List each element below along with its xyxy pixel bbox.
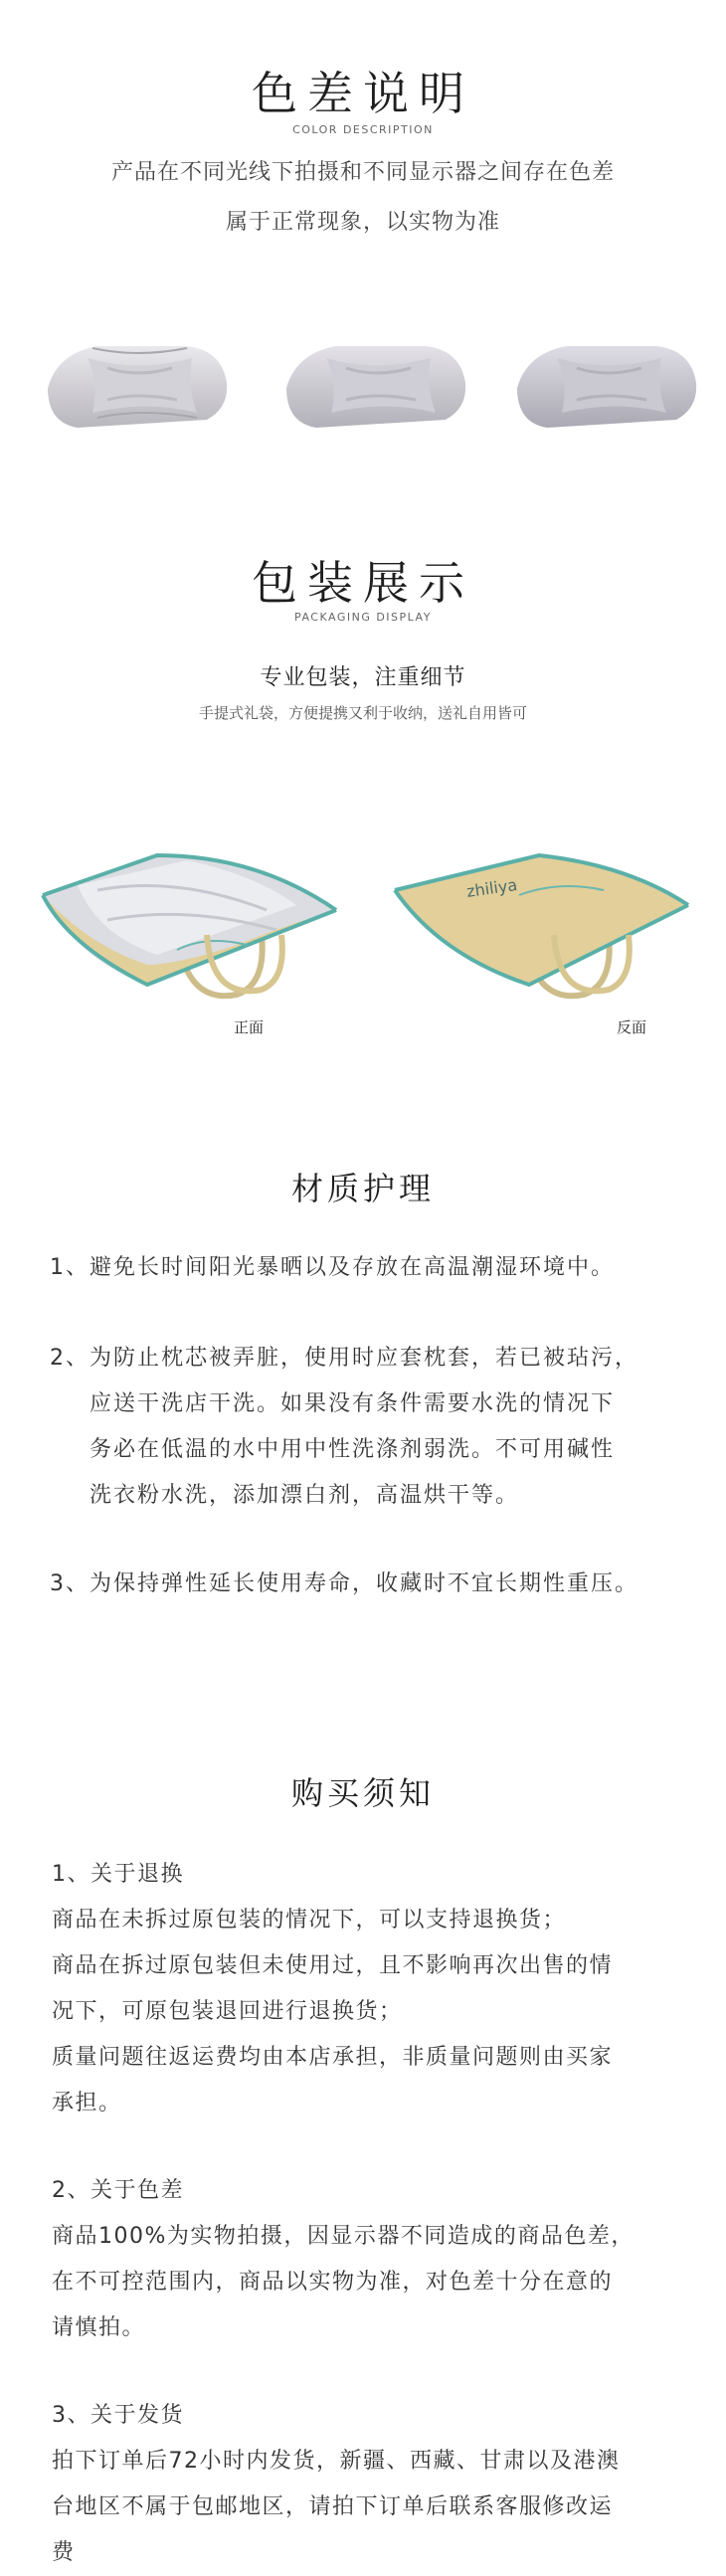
pillow-image-3: [507, 328, 706, 448]
care-item-line: 为保持弹性延长使用寿命，收藏时不宜长期性重压。: [90, 1571, 639, 1596]
notice-line: 费: [52, 2540, 76, 2565]
care-item-line: 务必在低温的水中用中性洗涤剂弱洗。不可用碱性: [90, 1437, 616, 1462]
care-item-line: 避免长时间阳光暴晒以及存放在高温潮湿环境中。: [90, 1255, 616, 1280]
pillow-image-2: [276, 328, 475, 448]
notice-line: 台地区不属于包邮地区，请拍下订单后联系客服修改运: [52, 2494, 614, 2519]
care-item-number: 2、: [50, 1346, 90, 1371]
notice-line: 商品在未拆过原包装的情况下，可以支持退换货；: [52, 1908, 567, 1932]
care-item-line: 为防止枕芯被弄脏，使用时应套枕套，若已被玷污，: [90, 1346, 639, 1371]
notice-line: 在不可控范围内，商品以实物为准，对色差十分在意的: [52, 2270, 614, 2295]
color-section-title: 色差说明: [252, 67, 474, 120]
color-note-line1: 产品在不同光线下拍摄和不同显示器之间存在色差: [110, 160, 615, 185]
packaging-heading: 专业包装，注重细节: [260, 665, 466, 690]
notice-line: 商品在拆过原包装但未使用过，且不影响再次出售的情: [52, 1953, 614, 1978]
bag-back-label: 反面: [617, 1018, 647, 1036]
bag-back-logo: zhiliya: [464, 875, 519, 901]
care-item-1: [50, 1245, 706, 1291]
packaging-section-subtitle: PACKAGING DISPLAY: [294, 611, 432, 624]
care-section-title: 材质护理: [290, 1170, 435, 1207]
care-item-number: 1、: [50, 1255, 90, 1280]
notice-group-shipping: [52, 2393, 708, 2576]
bag-front-image: [38, 835, 346, 1005]
notice-line: 况下，可原包装退回进行退换货；: [52, 1999, 403, 2024]
care-item-line: 洗衣粉水洗，添加漂白剂，高温烘干等。: [90, 1483, 520, 1508]
notice-line: 承担。: [52, 2091, 122, 2116]
notice-group-returns: [52, 1852, 708, 2126]
notice-group-heading: 2、关于色差: [52, 2178, 184, 2203]
notice-group-heading: 3、关于发货: [52, 2403, 184, 2428]
notice-line: 拍下订单后72小时内发货，新疆、西藏、甘肃以及港澳: [52, 2449, 621, 2474]
care-item-2: [50, 1336, 726, 1519]
bag-front-label: 正面: [234, 1018, 265, 1036]
packaging-section-title: 包装展示: [252, 556, 474, 610]
notice-group-heading: 1、关于退换: [52, 1862, 184, 1887]
notice-line: 质量问题往返运费均由本店承担，非质量问题则由买家: [52, 2045, 614, 2070]
notice-line: 商品100%为实物拍摄，因显示器不同造成的商品色差，: [52, 2224, 635, 2249]
care-item-3: [50, 1562, 726, 1607]
packaging-description: 手提式礼袋，方便提携又利于收纳，送礼自用皆可: [198, 704, 527, 722]
color-note-line2: 属于正常现象，以实物为准: [225, 210, 500, 235]
notice-group-color: [52, 2168, 708, 2351]
pillow-image-1: [38, 328, 237, 448]
notice-line: 请慎拍。: [52, 2315, 146, 2340]
bag-back-image: [390, 835, 698, 1005]
care-item-line: 应送干洗店干洗。如果没有条件需要水洗的情况下: [90, 1391, 616, 1416]
care-item-number: 3、: [50, 1571, 90, 1596]
notice-section-title: 购买须知: [290, 1774, 435, 1812]
color-section-subtitle: COLOR DESCRIPTION: [292, 123, 434, 136]
